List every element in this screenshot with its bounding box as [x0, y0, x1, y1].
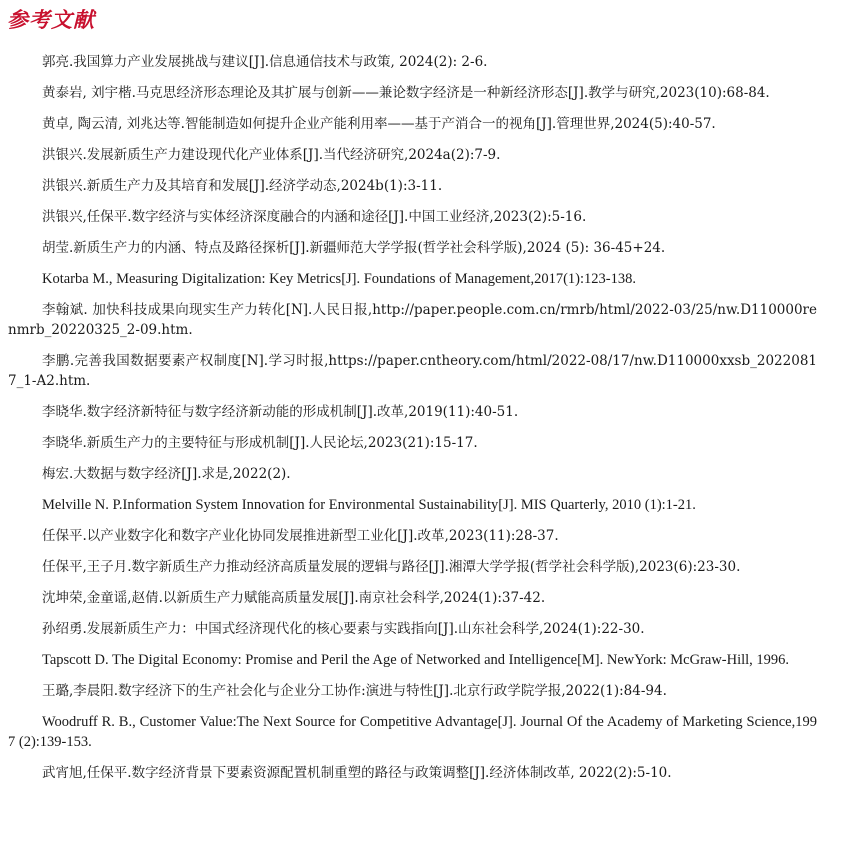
reference-item: 黄卓, 陶云清, 刘兆达等.智能制造如何提升企业产能利用率——基于产消合一的视角[J].管理世界,2024(5):40-57. — [42, 116, 716, 132]
reference-item: Kotarba M., Measuring Digitalization: Key Metrics[J]. Foundations of Management,2017(1):123-138. — [42, 271, 636, 287]
reference-item: Melville N. P.Information System Innovation for Environmental Sustainability[J]. MIS Quarterly, 2010 (1):1-21. — [42, 497, 696, 513]
reference-item: 李晓华.新质生产力的主要特征与形成机制[J].人民论坛,2023(21):15-17. — [42, 435, 478, 451]
reference-item: 胡莹.新质生产力的内涵、特点及路径探析[J].新疆师范大学学报(哲学社会科学版),2024 (5): 36-45+24. — [42, 240, 666, 256]
reference-item: Woodruff R. B., Customer Value:The Next Source for Competitive Advantage[J]. Journal Of the Academy of Marketing Science,1997 (2):139-153. — [8, 714, 817, 750]
reference-item: 洪银兴.发展新质生产力建设现代化产业体系[J].当代经济研究,2024a(2):7-9. — [42, 147, 501, 163]
reference-item: 任保平,王子月.数字新质生产力推动经济高质量发展的逻辑与路径[J].湘潭大学学报(哲学社会科学版),2023(6):23-30. — [42, 559, 741, 575]
section-title: 参考文献 — [7, 7, 95, 32]
reference-item: 洪银兴,任保平.数字经济与实体经济深度融合的内涵和途径[J].中国工业经济,2023(2):5-16. — [42, 209, 587, 225]
reference-item: 王璐,李晨阳.数字经济下的生产社会化与企业分工协作:演进与特性[J].北京行政学院学报,2022(1):84-94. — [42, 683, 667, 699]
reference-item: 郭亮.我国算力产业发展挑战与建议[J].信息通信技术与政策, 2024(2): 2-6. — [42, 54, 488, 70]
reference-item: 孙绍勇.发展新质生产力：中国式经济现代化的核心要素与实践指向[J].山东社会科学,2024(1):22-30. — [42, 621, 645, 637]
reference-item: Tapscott D. The Digital Economy: Promise and Peril the Age of Networked and Intelligence[M]. NewYork: McGraw-Hill, 1996. — [42, 652, 790, 668]
reference-item: 沈坤荣,金童谣,赵倩.以新质生产力赋能高质量发展[J].南京社会科学,2024(1):37-42. — [42, 590, 546, 606]
reference-item: 李翰斌. 加快科技成果向现实生产力转化[N].人民日报,http://paper.people.com.cn/rmrb/html/2022-03/25/nw.D110000renmrb_20220325_2-09.htm. — [8, 302, 817, 338]
reference-list — [8, 52, 817, 794]
reference-item: 武宵旭,任保平.数字经济背景下要素资源配置机制重塑的路径与政策调整[J].经济体制改革, 2022(2):5-10. — [42, 765, 672, 781]
reference-item: 任保平.以产业数字化和数字产业化协同发展推进新型工业化[J].改革,2023(11):28-37. — [42, 528, 559, 544]
reference-item: 梅宏.大数据与数字经济[J].求是,2022(2). — [42, 466, 291, 482]
reference-item: 李鹏.完善我国数据要素产权制度[N].学习时报,https://paper.cntheory.com/html/2022-08/17/nw.D110000xxsb_20220817_1-A2.htm. — [8, 353, 817, 389]
reference-item: 李晓华.数字经济新特征与数字经济新动能的形成机制[J].改革,2019(11):40-51. — [42, 404, 519, 420]
reference-item: 黄泰岩, 刘宇楷.马克思经济形态理论及其扩展与创新——兼论数字经济是一种新经济形态[J].教学与研究,2023(10):68-84. — [42, 85, 770, 101]
reference-item: 洪银兴.新质生产力及其培育和发展[J].经济学动态,2024b(1):3-11. — [42, 178, 443, 194]
